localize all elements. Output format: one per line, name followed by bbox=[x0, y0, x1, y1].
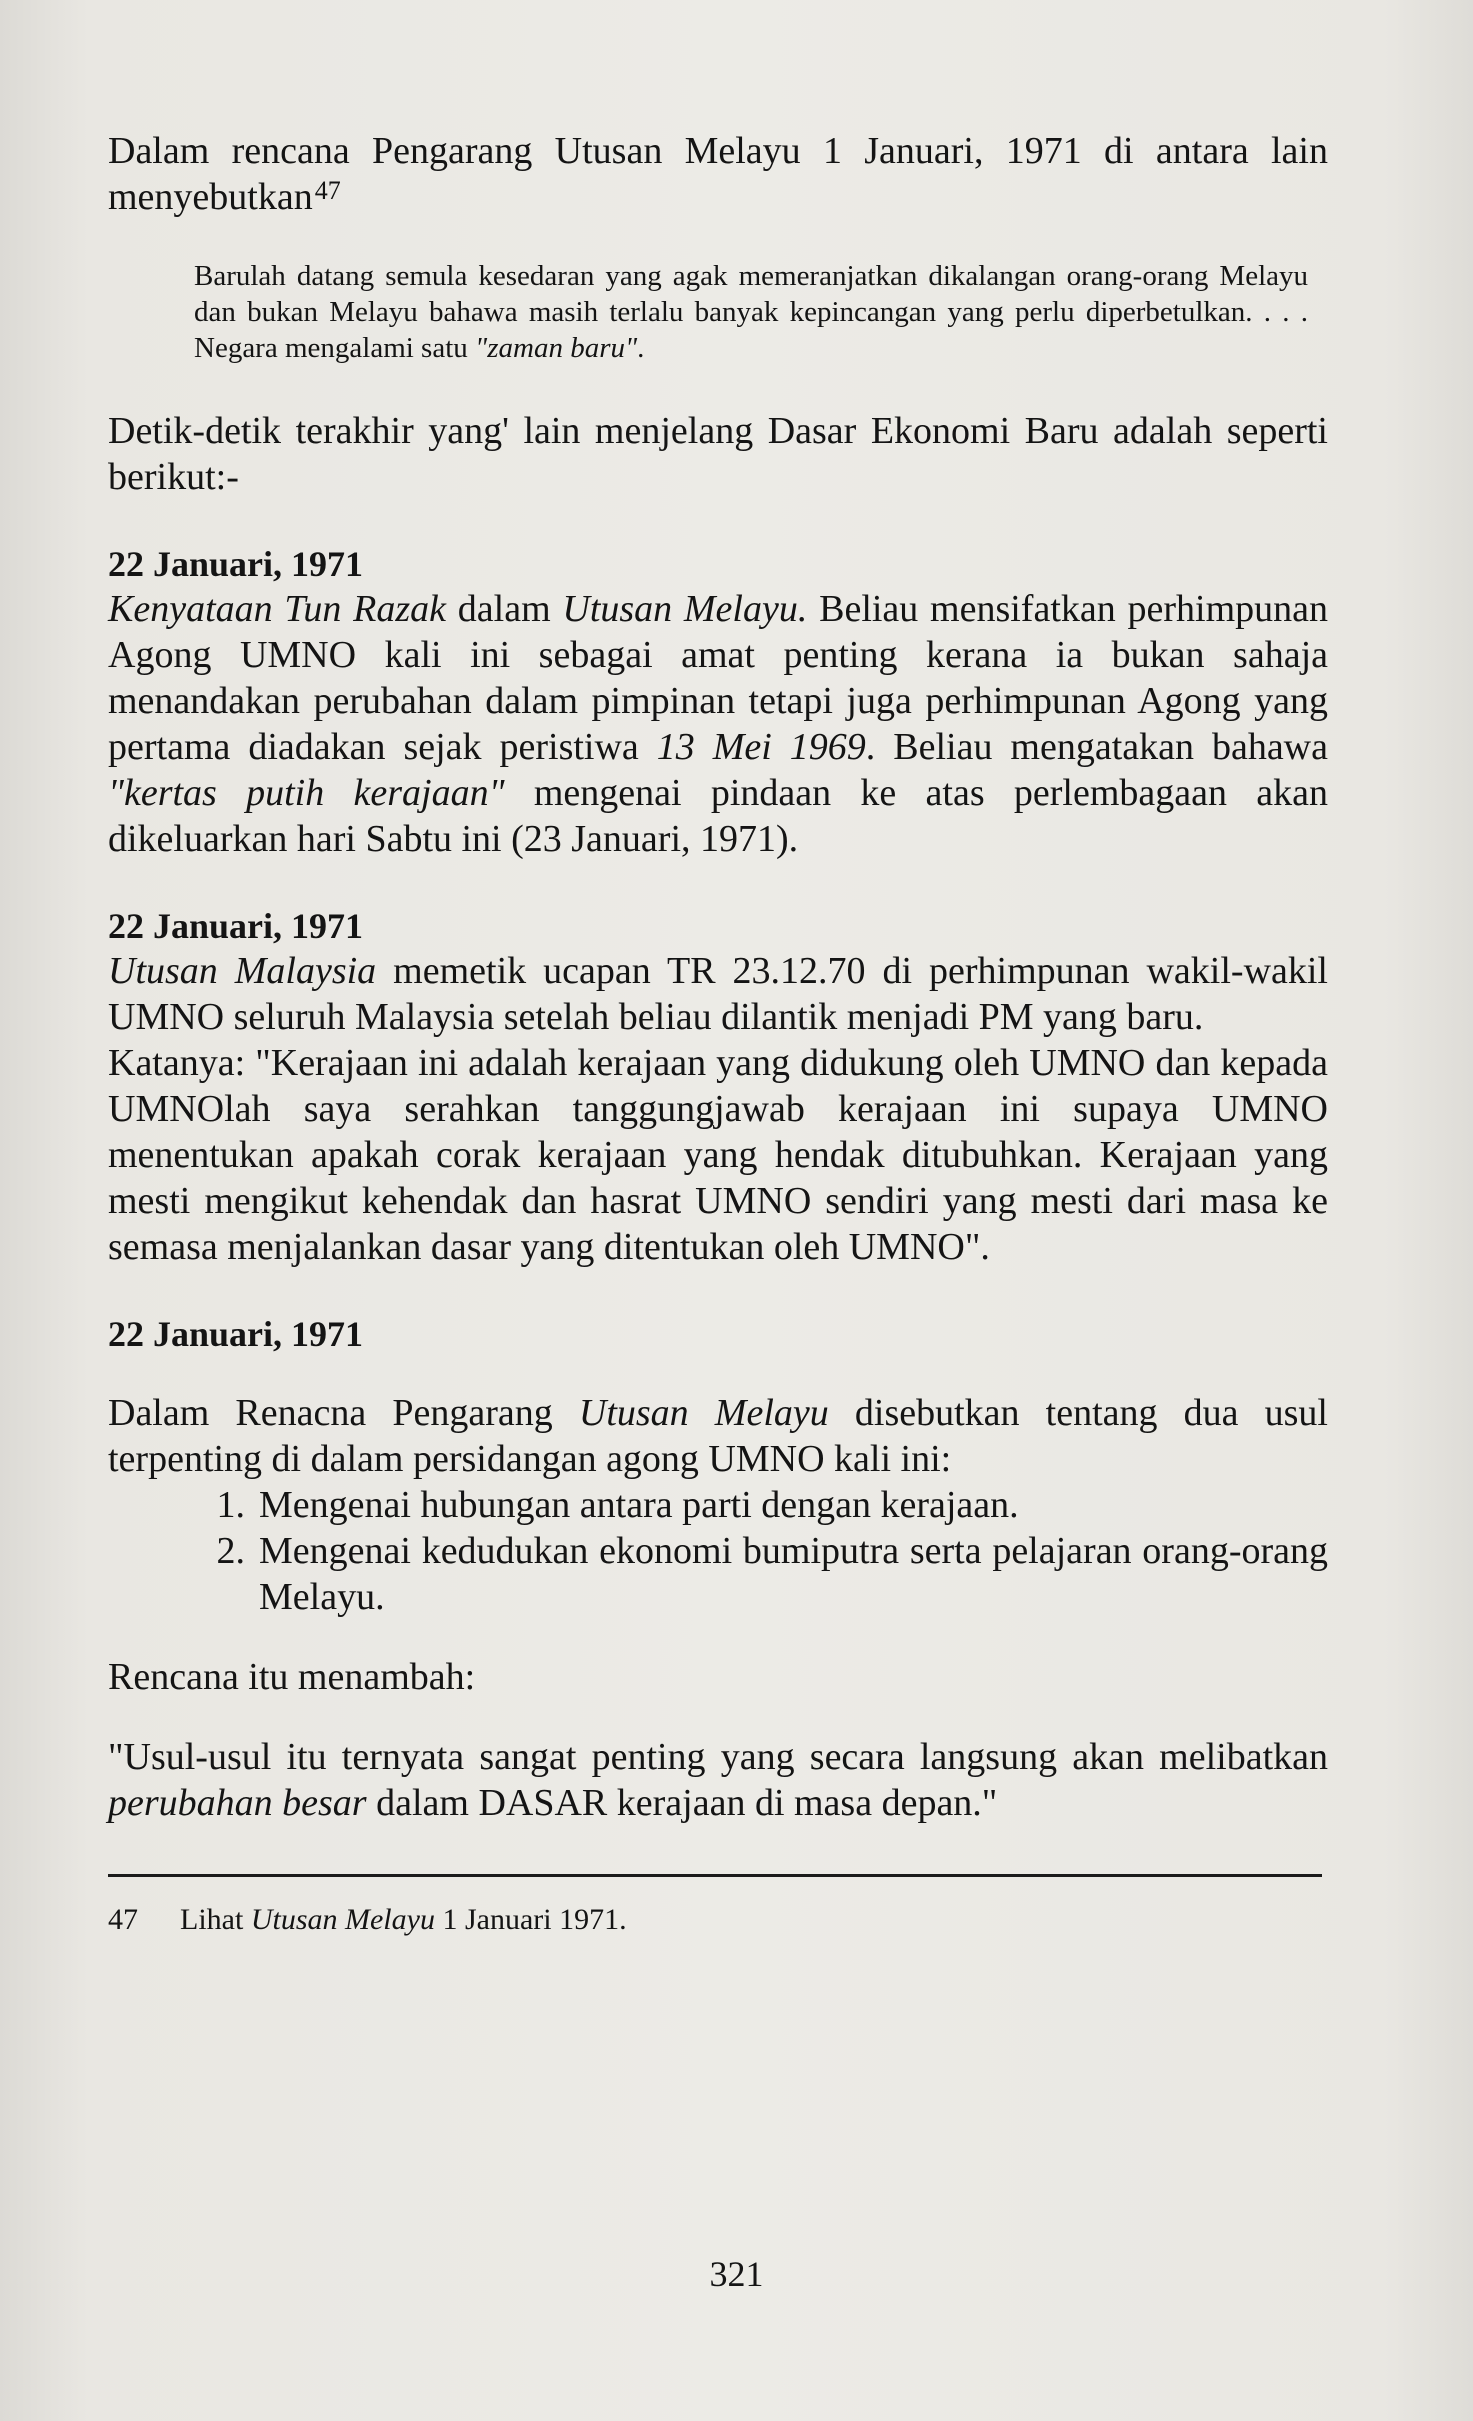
usul-list bbox=[108, 1482, 1328, 1620]
footnote-divider bbox=[108, 1874, 1322, 1877]
footnote bbox=[108, 1901, 1328, 1939]
page-content bbox=[108, 128, 1328, 1939]
closing-quote: "Usul-usul itu ternyata sangat penting yang secara langsung akan melibatkan perubahan besar dalam DASAR kerajaan di masa depan." bbox=[108, 1736, 1328, 1824]
editorial-blockquote bbox=[194, 258, 1308, 366]
list-item: 2. Mengenai kedudukan ekonomi bumiputra serta pelajaran orang-orang Melayu. bbox=[216, 1530, 1328, 1618]
list-item: 1. Mengenai hubungan antara parti dengan kerajaan. bbox=[216, 1484, 1019, 1526]
entry-paragraph-1: Kenyataan Tun Razak dalam Utusan Melayu. Beliau mensifatkan perhimpunan Agong UMNO kali ini sebagai amat penting kerana ia bukan sahaja menandakan perubahan dalam pimpinan tetapi juga perhimpunan Agong yang pertama diadakan sejak peristiwa 13 Mei 1969. Beliau mengatakan bahawa "kertas putih kerajaan" mengenai pindaan ke atas perlembagaan akan dikeluarkan hari Sabtu ini (23 Januari, 1971). bbox=[108, 588, 1329, 860]
intro-text: Dalam rencana Pengarang Utusan Melayu 1 Januari, 1971 di antara lain menyebutkan bbox=[108, 130, 1328, 218]
blockquote-text: Barulah datang semula kesedaran yang agak memeranjatkan dikalangan orang-orang Melayu dan bukan Melayu bahawa masih terlalu banyak kepincangan yang perlu diperbetulkan. . . . Negara mengalami satu bbox=[194, 260, 1308, 364]
intro-paragraph bbox=[108, 128, 1328, 224]
blockquote-italic: "zaman baru" bbox=[475, 332, 638, 364]
entry-date-2: 22 Januari, 1971 bbox=[108, 906, 364, 946]
entry-paragraph-3: Dalam Renacna Pengarang Utusan Melayu disebutkan tentang dua usul terpenting di dalam persidangan agong UMNO kali ini: bbox=[108, 1392, 1328, 1480]
footnote-reference: 47 bbox=[314, 176, 341, 205]
entry-quote-2: Katanya: "Kerajaan ini adalah kerajaan yang didukung oleh UMNO dan kepada UMNOlah saya serahkan tanggungjawab kerajaan ini supaya UMNO menentukan apakah corak kerajaan yang hendak ditubuhkan. Kerajaan yang mesti mengikut kehendak dan hasrat UMNO sendiri yang mesti dari masa ke semasa menjalankan dasar yang ditentukan oleh UMNO". bbox=[108, 1042, 1328, 1268]
footnote-number: 47 bbox=[108, 1903, 138, 1936]
lead-paragraph: Detik-detik terakhir yang' lain menjelang Dasar Ekonomi Baru adalah seperti berikut:- bbox=[108, 410, 1328, 498]
entry-paragraph-2: Utusan Malaysia memetik ucapan TR 23.12.70 di perhimpunan wakil-wakil UMNO seluruh Malaysia setelah beliau dilantik menjadi PM yang baru. bbox=[108, 950, 1328, 1038]
closing-intro: Rencana itu menambah: bbox=[108, 1656, 476, 1698]
blockquote-end: . bbox=[637, 332, 645, 364]
entry-date-1: 22 Januari, 1971 bbox=[108, 544, 364, 584]
footnote-text: Lihat Utusan Melayu 1 Januari 1971. bbox=[180, 1903, 627, 1936]
entry-date-3: 22 Januari, 1971 bbox=[108, 1314, 364, 1354]
page-number: 321 bbox=[709, 2254, 764, 2294]
